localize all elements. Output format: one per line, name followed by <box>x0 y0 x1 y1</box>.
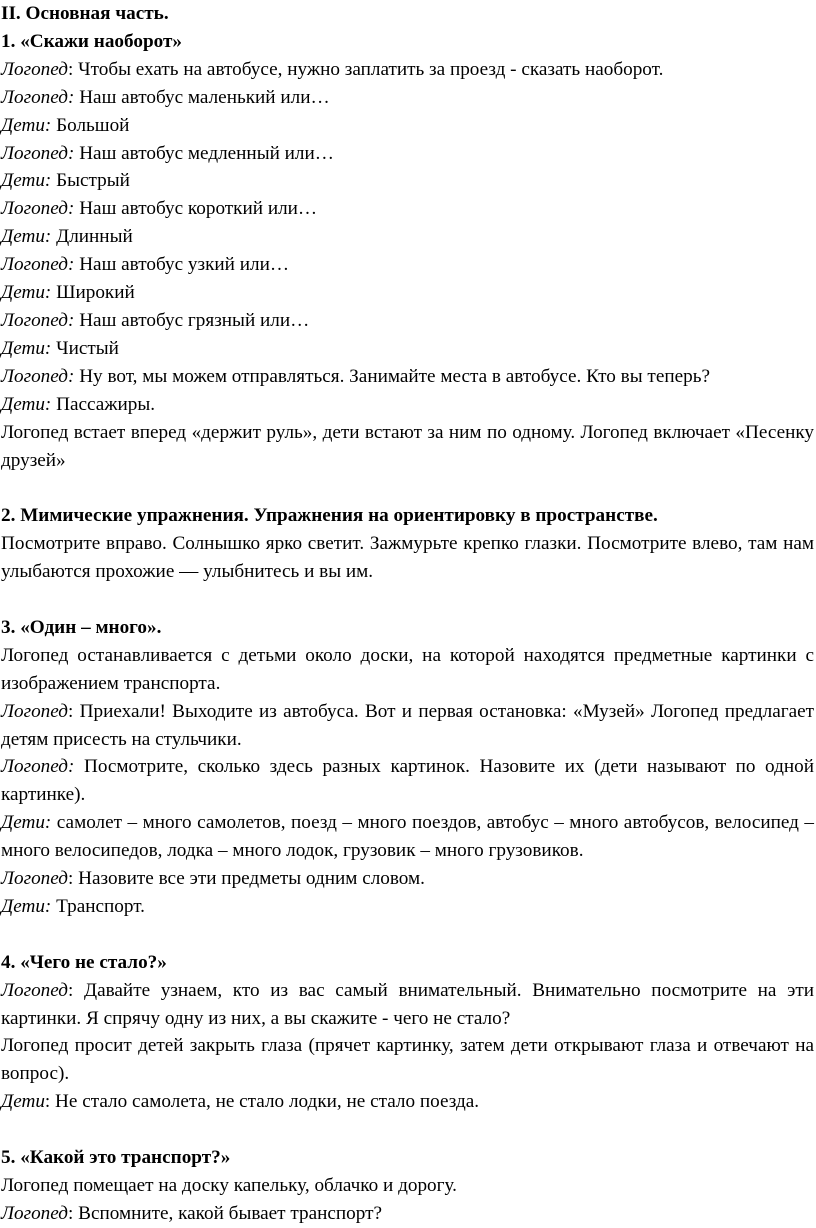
dialogue-paragraph <box>1 809 814 865</box>
paragraph: Логопед просит детей закрыть глаза (прячет картинку, затем дети открывают глаза и отвечают на вопрос). <box>1 1035 814 1085</box>
speaker-label: Логопед <box>1 868 69 890</box>
dialogue-line <box>1 140 814 168</box>
line-text: : Давайте узнаем, кто из вас самый внимательный. Внимательно посмотрите на эти картинки. Я спрячу одну из них, а вы скажите - чего не стало? <box>1 979 814 1029</box>
speaker-label: Логопед: <box>1 198 75 220</box>
dialogue-line <box>1 307 814 335</box>
line-text: Быстрый <box>51 170 130 192</box>
line-text: Наш автобус грязный или… <box>74 309 310 331</box>
speaker-label: Логопед <box>1 979 69 1001</box>
dialogue-line <box>1 84 814 112</box>
speaker-label: Логопед: <box>1 142 75 164</box>
line-text: Наш автобус медленный или… <box>74 142 334 164</box>
part-title: II. Основная часть. <box>1 3 169 24</box>
speaker-label: Дети <box>1 1091 45 1113</box>
speaker-label: Логопед <box>1 1202 69 1224</box>
section-1-title: 1. «Скажи наоборот» <box>1 30 182 52</box>
section-3-title: 3. «Один – много». <box>1 616 162 638</box>
speaker-label: Дети: <box>1 282 52 304</box>
dialogue-line <box>1 1200 814 1228</box>
dialogue-paragraph <box>1 753 814 809</box>
dialogue-line <box>1 279 814 307</box>
line-text: Длинный <box>51 226 133 248</box>
dialogue-line <box>1 195 814 223</box>
dialogue-line <box>1 363 814 391</box>
speaker-label: Логопед: <box>1 86 75 108</box>
line-text: Наш автобус маленький или… <box>74 86 330 108</box>
paragraph: Логопед встает вперед «держит руль», дети встают за ним по одному. Логопед включает «Песенку друзей» <box>1 421 814 471</box>
speaker-label: Логопед: <box>1 756 75 778</box>
line-text: Наш автобус узкий или… <box>74 254 290 276</box>
line-text: Чистый <box>51 337 119 359</box>
blank-line <box>1 921 814 949</box>
blank-line <box>1 1116 814 1144</box>
blank-line <box>1 474 814 502</box>
speaker-label: Дети: <box>1 170 52 192</box>
line-text: : Вспомните, какой бывает транспорт? <box>68 1202 382 1224</box>
dialogue-paragraph <box>1 698 814 754</box>
line-text: Транспорт. <box>51 895 145 917</box>
speaker-label: Логопед <box>1 700 69 722</box>
dialogue-paragraph <box>1 977 814 1033</box>
blank-line <box>1 586 814 614</box>
speaker-label: Дети: <box>1 393 52 415</box>
section-5-title: 5. «Какой это транспорт?» <box>1 1147 231 1169</box>
dialogue-line <box>1 251 814 279</box>
line-text: : Приехали! Выходите из автобуса. Вот и первая остановка: «Музей» Логопед предлагает детям присесть на стульчики. <box>1 700 814 750</box>
line-text: : Назовите все эти предметы одним словом. <box>68 868 425 890</box>
speaker-label: Логопед: <box>1 365 75 387</box>
section-2-title: 2. Мимические упражнения. Упражнения на ориентировку в пространстве. <box>1 505 658 527</box>
line-text: : Чтобы ехать на автобусе, нужно заплатить за проезд - сказать наоборот. <box>68 58 664 80</box>
speaker-label: Дети: <box>1 337 52 359</box>
line-text: Наш автобус короткий или… <box>74 198 318 220</box>
line-text: Широкий <box>51 282 135 304</box>
speaker-label: Логопед: <box>1 309 75 331</box>
speaker-label: Дети: <box>1 812 52 834</box>
speaker-label: Дети: <box>1 114 52 136</box>
dialogue-line <box>1 167 814 195</box>
line-text: Посмотрите, сколько здесь разных картинок. Назовите их (дети называют по одной картинке). <box>1 756 814 806</box>
dialogue-line <box>1 223 814 251</box>
dialogue-line <box>1 1088 814 1116</box>
speaker-label: Дети: <box>1 895 52 917</box>
line-text: Большой <box>51 114 130 136</box>
section-4-title: 4. «Чего не стало?» <box>1 951 167 973</box>
line-text: Пассажиры. <box>51 393 156 415</box>
dialogue-line <box>1 56 814 84</box>
dialogue-line <box>1 391 814 419</box>
dialogue-line <box>1 865 814 893</box>
dialogue-line <box>1 112 814 140</box>
dialogue-line <box>1 893 814 921</box>
speaker-label: Дети: <box>1 226 52 248</box>
line-text: самолет – много самолетов, поезд – много поездов, автобус – много автобусов, велосипед – много велосипедов, лодка – много лодок, грузовик – много грузовиков. <box>1 812 814 862</box>
paragraph: Логопед помещает на доску капельку, облачко и дорогу. <box>1 1175 457 1196</box>
paragraph: Посмотрите вправо. Солнышко ярко светит. Зажмурьте крепко глазки. Посмотрите влево, там нам улыбаются прохожие — улыбнитесь и вы им. <box>1 533 814 583</box>
dialogue-line <box>1 335 814 363</box>
speaker-label: Логопед <box>1 58 69 80</box>
line-text: : Не стало самолета, не стало лодки, не стало поезда. <box>44 1091 480 1113</box>
line-text: Ну вот, мы можем отправляться. Занимайте места в автобусе. Кто вы теперь? <box>74 365 710 387</box>
document-content <box>1 0 814 1228</box>
paragraph: Логопед останавливается с детьми около доски, на которой находятся предметные картинки с изображением транспорта. <box>1 644 814 694</box>
speaker-label: Логопед: <box>1 254 75 276</box>
